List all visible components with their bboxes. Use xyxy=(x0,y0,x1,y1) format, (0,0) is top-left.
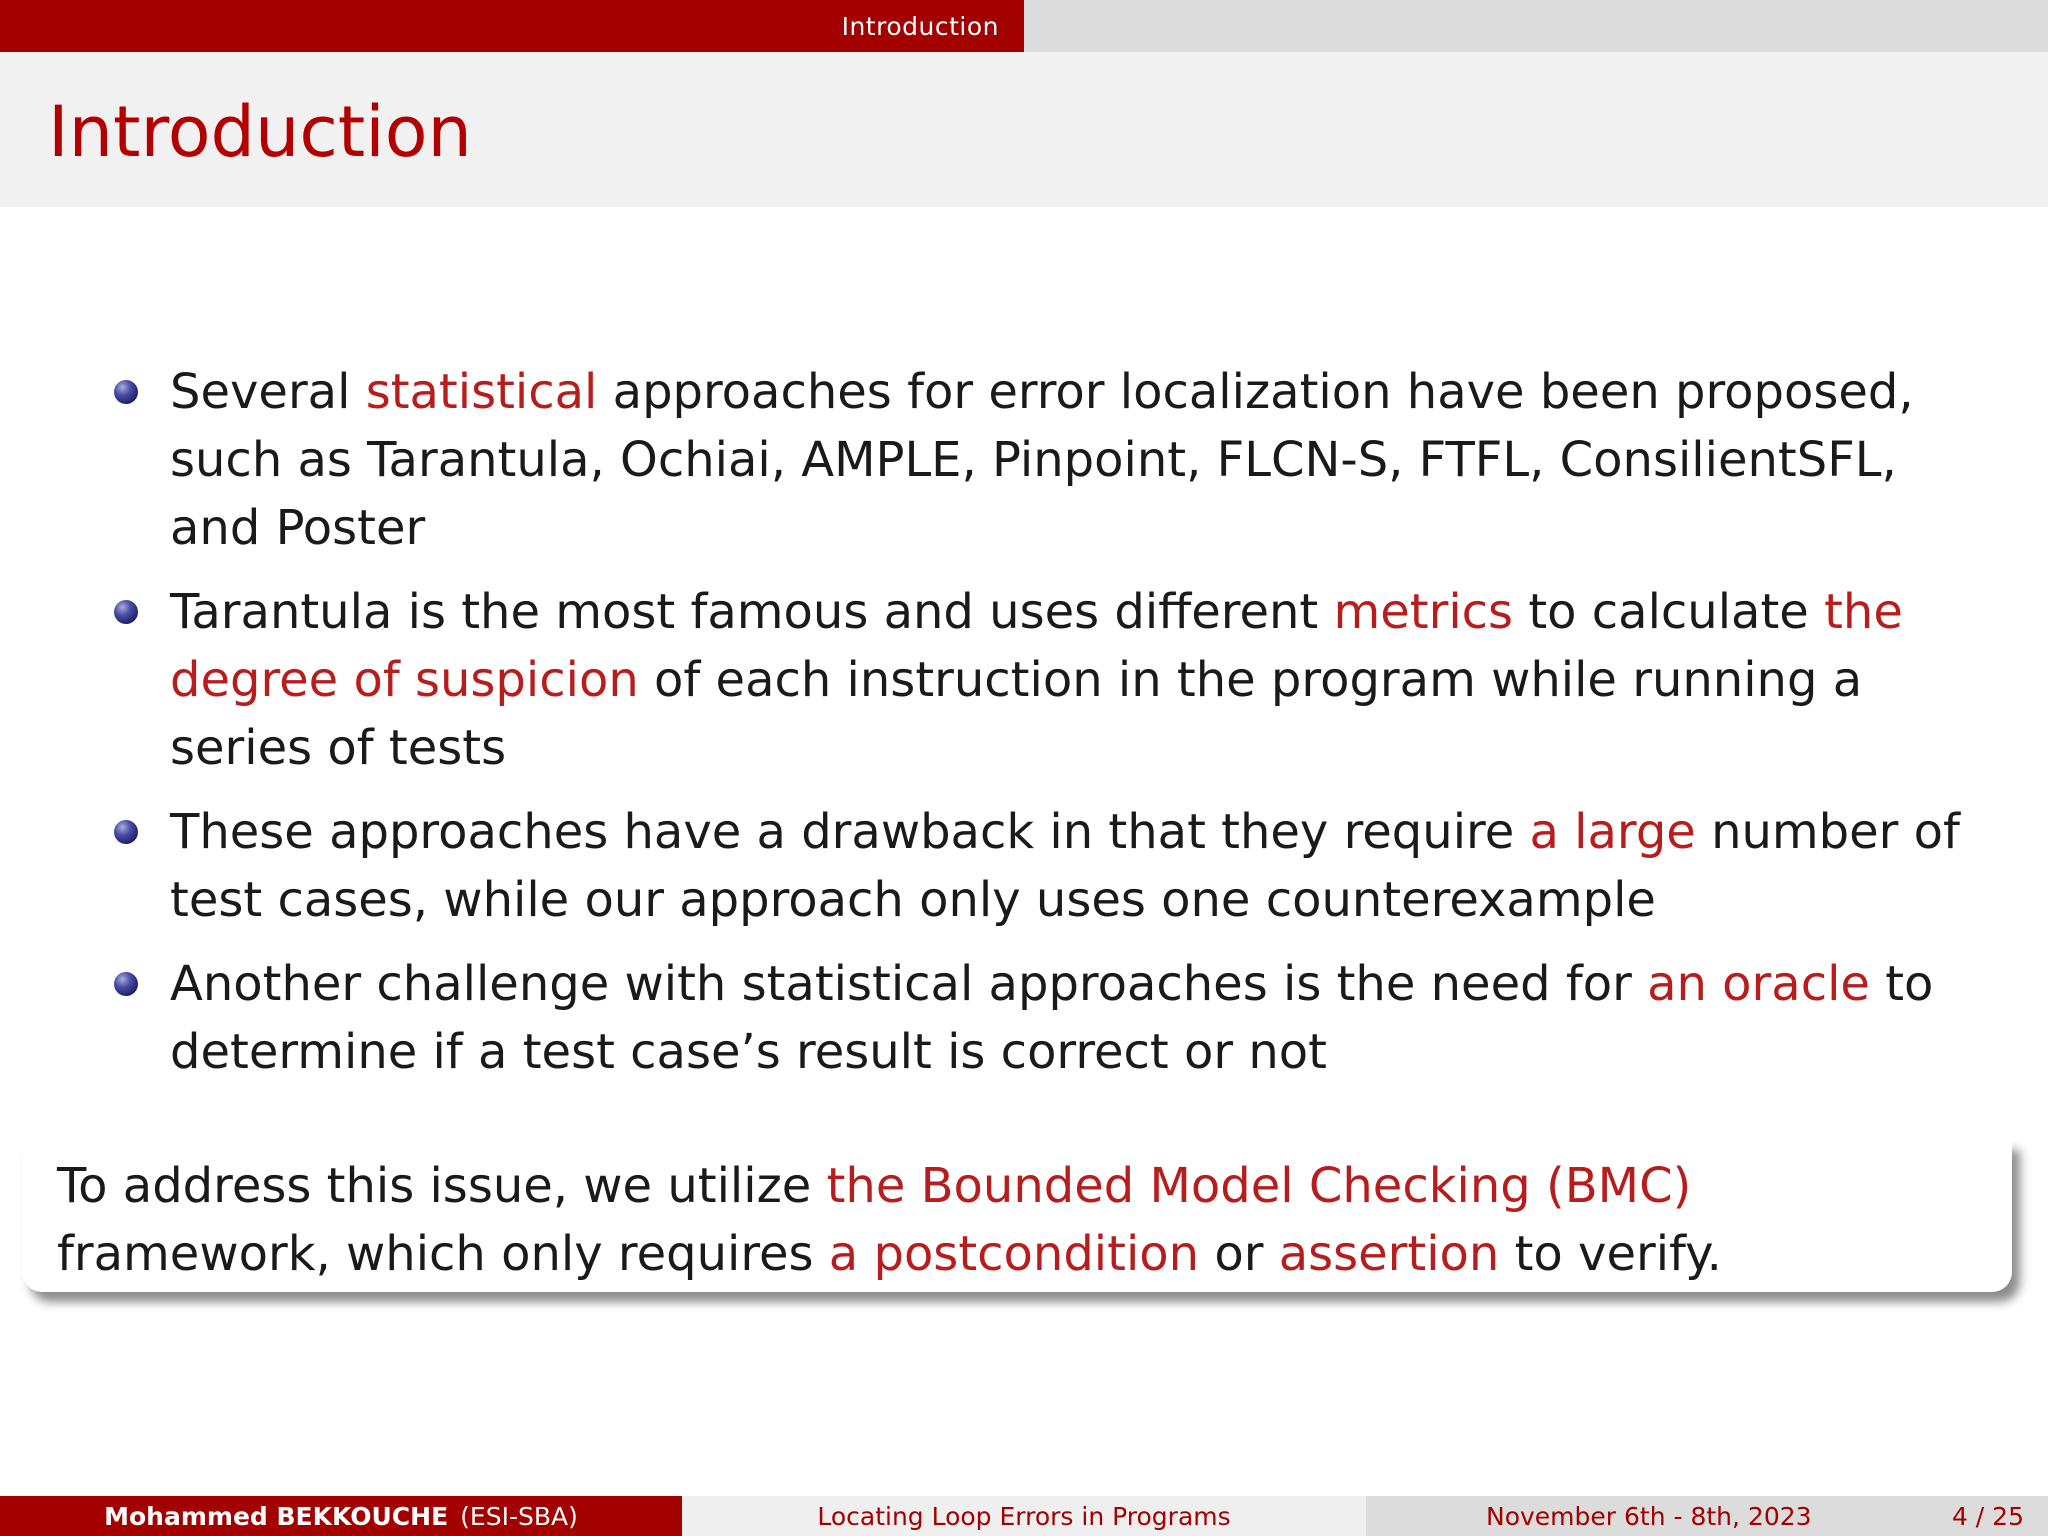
nav-section-label: Introduction xyxy=(841,11,999,41)
bullet-ball-icon xyxy=(114,600,138,624)
text-run: to determine if a test case’s result is correct or not xyxy=(170,956,1934,1080)
text-run: To address this issue, we utilize xyxy=(57,1158,827,1214)
footer-talk-title-block xyxy=(682,1496,1366,1536)
text-run: approaches for error localization have been proposed, such as Tarantula, Ochiai, AMPLE, Pinpoint, FLCN-S, FTFL, ConsilientSFL, and Poster xyxy=(170,364,1914,556)
callout-text xyxy=(57,1152,1978,1288)
text-run: or xyxy=(1199,1226,1279,1282)
footer-date: November 6th - 8th, 2023 xyxy=(1486,1501,1812,1531)
text-run: to verify. xyxy=(1499,1226,1722,1282)
bullet-item xyxy=(110,950,1970,1086)
nav-section-introduction[interactable] xyxy=(0,0,1024,52)
callout-box xyxy=(22,1140,2012,1292)
highlighted-text: metrics xyxy=(1333,584,1514,640)
text-run: Another challenge with statistical approaches is the need for xyxy=(170,956,1648,1012)
frame-title: Introduction xyxy=(48,91,472,173)
bullet-item xyxy=(110,578,1970,782)
title-band xyxy=(0,52,2048,207)
text-run: Several xyxy=(170,364,366,420)
bullet-list xyxy=(110,358,1970,1102)
highlighted-text: a postcondition xyxy=(828,1226,1200,1282)
text-run: to calculate xyxy=(1513,584,1825,640)
footer-date-block xyxy=(1366,1496,2048,1536)
footer-talk-title: Locating Loop Errors in Programs xyxy=(817,1501,1231,1531)
text-run: framework, which only requires xyxy=(57,1226,829,1282)
bullet-ball-icon xyxy=(114,820,138,844)
footer xyxy=(0,1496,2048,1536)
text-run: of each instruction in the program while running a series of tests xyxy=(170,652,1863,776)
section-navigation-bar xyxy=(0,0,2048,52)
bullet-text xyxy=(170,584,1903,776)
nav-bar-filler xyxy=(1024,0,2048,52)
bullet-ball-icon xyxy=(114,972,138,996)
text-run: Tarantula is the most famous and uses different xyxy=(170,584,1334,640)
text-run: These approaches have a drawback in that they require xyxy=(170,804,1530,860)
bullet-ball-icon xyxy=(114,380,138,404)
highlighted-text: the Bounded Model Checking (BMC) xyxy=(826,1158,1692,1214)
footer-affiliation: (ESI-SBA) xyxy=(460,1501,578,1531)
text-run: number of test cases, while our approach only uses one counterexample xyxy=(170,804,1960,928)
highlighted-text: statistical xyxy=(365,364,598,420)
bullet-item xyxy=(110,798,1970,934)
footer-author-name: Mohammed BEKKOUCHE xyxy=(104,1501,449,1531)
highlighted-text: a large xyxy=(1529,804,1696,860)
highlighted-text: assertion xyxy=(1278,1226,1500,1282)
bullet-text xyxy=(170,956,1933,1080)
footer-page-number: 4 / 25 xyxy=(1951,1501,2024,1531)
bullet-text xyxy=(170,804,1960,928)
footer-author-block xyxy=(0,1496,682,1536)
bullet-text xyxy=(170,364,1914,556)
bullet-item xyxy=(110,358,1970,562)
highlighted-text: an oracle xyxy=(1647,956,1870,1012)
highlighted-text: the degree of suspicion xyxy=(170,584,1903,708)
